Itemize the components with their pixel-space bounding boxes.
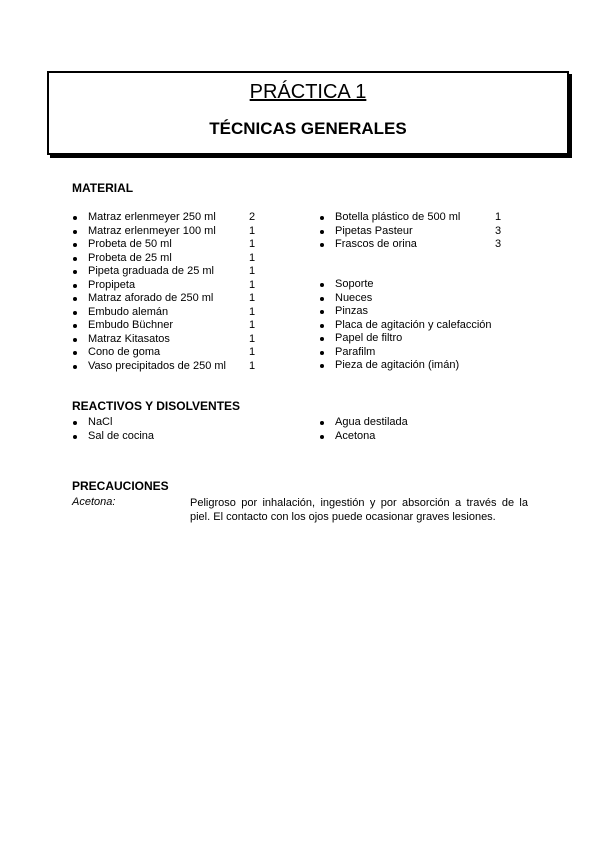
bullet-icon: [320, 216, 324, 220]
material-right-item-label: Botella plástico de 500 ml: [335, 211, 461, 223]
practice-title: PRÁCTICA 1: [249, 81, 367, 103]
bullet-icon: [320, 435, 324, 439]
material-right-item-qty: 3: [495, 238, 502, 250]
bullet-icon: [73, 311, 77, 315]
bullet-icon: [320, 351, 324, 355]
material-left-item-label: Propipeta: [88, 278, 136, 291]
material-left-item-qty: 1: [249, 305, 256, 318]
material-right-item-label: Pipetas Pasteur: [335, 224, 413, 237]
bullet-icon: [320, 324, 324, 328]
material-left-item-label: Embudo alemán: [88, 305, 169, 318]
material-right-item-qty: 1: [495, 211, 502, 223]
bullet-icon: [73, 365, 77, 369]
precaution-text: Peligroso por inhalación, ingestión y por absorción a través de la piel. El contacto con los ojos puede ocasionar graves lesiones.: [190, 497, 528, 523]
material-right-item-qty: 3: [495, 224, 502, 237]
bullet-icon: [73, 338, 77, 342]
reactivos-right-item-label: Agua destilada: [335, 416, 408, 428]
precauciones-heading: PRECAUCIONES: [72, 479, 169, 493]
bullet-icon: [73, 351, 77, 355]
bullet-icon: [73, 243, 77, 247]
material-right-item-label: Pinzas: [335, 305, 369, 317]
bullet-icon: [73, 297, 77, 301]
material-left-item-qty: 1: [249, 319, 256, 331]
material-left-item-label: Matraz aforado de 250 ml: [88, 292, 214, 304]
bullet-icon: [320, 310, 324, 314]
material-right-item-label: Parafilm: [335, 345, 376, 358]
bullet-icon: [320, 243, 324, 247]
material-left-item-qty: 1: [249, 292, 256, 304]
bullet-icon: [73, 230, 77, 234]
reactivos-left-item-label: NaCl: [88, 416, 113, 428]
bullet-icon: [320, 230, 324, 234]
material-left-item-label: Embudo Büchner: [88, 319, 173, 331]
material-right-item-label: Frascos de orina: [335, 238, 417, 250]
precaution-label: Acetona:: [72, 496, 116, 508]
bullet-icon: [73, 284, 77, 288]
material-left-item-qty: 1: [249, 265, 256, 277]
material-left-item-label: Pipeta graduada de 25 ml: [88, 265, 214, 277]
material-right-item-label: Nueces: [335, 291, 373, 304]
material-left-item-label: Probeta de 25 ml: [88, 251, 172, 264]
material-left-item-label: Matraz erlenmeyer 100 ml: [88, 224, 216, 237]
practice-subtitle: TÉCNICAS GENERALES: [209, 119, 407, 138]
material-left-item-qty: 1: [249, 332, 256, 345]
material-heading: MATERIAL: [72, 181, 134, 195]
reactivos-heading: REACTIVOS Y DISOLVENTES: [72, 399, 241, 413]
material-right-item-label: Papel de filtro: [335, 332, 403, 344]
bullet-icon: [320, 297, 324, 301]
material-left-item-qty: 2: [249, 211, 256, 223]
material-left-item-qty: 1: [249, 278, 256, 291]
material-left-item-qty: 1: [249, 224, 256, 237]
material-right-item-label: Soporte: [335, 278, 374, 290]
material-left-item-label: Matraz erlenmeyer 250 ml: [88, 211, 216, 223]
material-left-item-qty: 1: [249, 238, 256, 250]
bullet-icon: [320, 421, 324, 425]
reactivos-left-item-label: Sal de cocina: [88, 429, 155, 442]
material-left-item-label: Probeta de 50 ml: [88, 238, 172, 250]
material-left-item-label: Cono de goma: [88, 346, 161, 358]
bullet-icon: [73, 435, 77, 439]
bullet-icon: [73, 270, 77, 274]
material-right-item-label: Pieza de agitación (imán): [335, 359, 460, 371]
bullet-icon: [73, 324, 77, 328]
material-left-item-qty: 1: [249, 251, 256, 264]
reactivos-right-item-label: Acetona: [335, 429, 376, 442]
bullet-icon: [320, 283, 324, 287]
material-left-item-qty: 1: [249, 359, 256, 372]
material-left-item-qty: 1: [249, 346, 256, 358]
material-left-item-label: Vaso precipitados de 250 ml: [88, 359, 226, 372]
bullet-icon: [73, 421, 77, 425]
bullet-icon: [73, 257, 77, 261]
material-left-item-label: Matraz Kitasatos: [88, 332, 170, 345]
bullet-icon: [73, 216, 77, 220]
material-right-item-label: Placa de agitación y calefacción: [335, 318, 492, 331]
title-box: [47, 71, 569, 155]
bullet-icon: [320, 364, 324, 368]
bullet-icon: [320, 337, 324, 341]
